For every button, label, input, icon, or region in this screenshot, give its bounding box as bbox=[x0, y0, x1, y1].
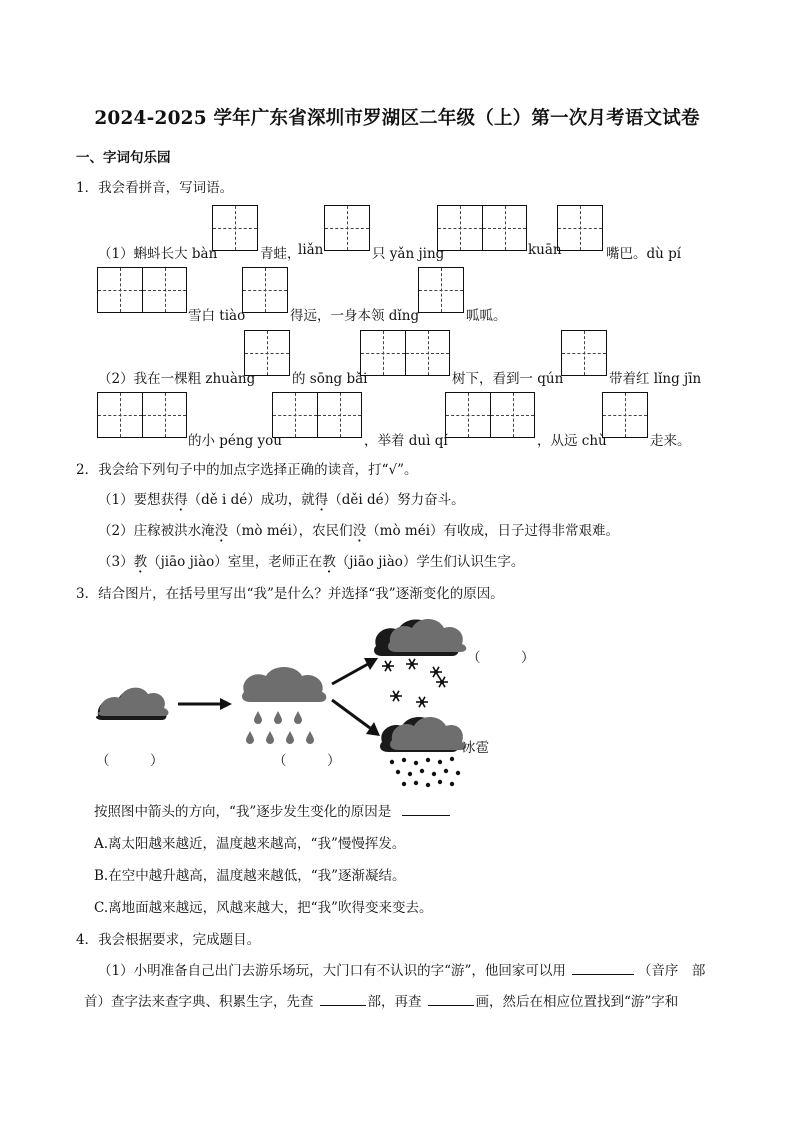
option-b[interactable]: B.在空中越升越高，温度越来越低，“我”逐渐凝结。 bbox=[94, 868, 406, 884]
snow-cloud-icon bbox=[374, 619, 466, 707]
rain-cloud-icon bbox=[242, 667, 326, 744]
dotted-char: 教 bbox=[133, 554, 148, 570]
answer-blank[interactable] bbox=[572, 962, 634, 975]
q1-l4-text-b: ，举着 duì qí bbox=[364, 433, 448, 449]
q1-l1-text-a: （1）蝌蚪长大 bàn bbox=[98, 246, 218, 262]
reading-options[interactable]: （mò méi），农民们 bbox=[228, 523, 353, 539]
q1-l1-text-c: liǎn bbox=[298, 242, 324, 258]
q1-l4-text-c: ，从远 chù bbox=[537, 433, 607, 449]
dotted-char: 得 bbox=[314, 492, 329, 508]
q1-l1-text-b: 青蛙， bbox=[260, 246, 301, 262]
q4-stem: 4．我会根据要求，完成题目。 bbox=[76, 932, 261, 948]
writing-grid[interactable] bbox=[244, 330, 290, 376]
text: 画，然后在相应位置找到“游”字和 bbox=[475, 994, 679, 1010]
reading-options[interactable]: （mò méi）有收成，日子过得非常艰难。 bbox=[366, 523, 620, 539]
q1-l2-text-c: 呱呱。 bbox=[466, 308, 507, 324]
option-c[interactable]: C.离地面越来越远，风越来越大，把“我”吹得变来变去。 bbox=[94, 900, 433, 916]
q2-stem: 2．我会给下列句子中的加点字选择正确的读音，打“√”。 bbox=[76, 462, 418, 478]
q1-l3-text-c: 树下，看到一 qún bbox=[452, 371, 564, 387]
writing-grid[interactable] bbox=[97, 267, 187, 313]
q1-l4-text-a: 的小 péng you bbox=[188, 433, 282, 449]
q2-sentence-3 bbox=[98, 550, 524, 570]
writing-grid[interactable] bbox=[602, 392, 648, 438]
answer-paren-rain[interactable]: （ ） bbox=[273, 753, 341, 769]
q3-question bbox=[94, 800, 450, 820]
q1-l1-text-e: kuān bbox=[528, 242, 562, 258]
writing-grid[interactable] bbox=[557, 205, 603, 251]
text: （1）要想获 bbox=[98, 492, 175, 508]
section-heading: 一、字词句乐园 bbox=[76, 150, 171, 166]
answer-blank[interactable] bbox=[320, 993, 366, 1006]
writing-grid[interactable] bbox=[324, 205, 370, 251]
writing-grid[interactable] bbox=[445, 392, 535, 438]
dotted-char: 得 bbox=[174, 492, 188, 508]
dotted-char: 没 bbox=[214, 523, 229, 539]
dotted-char: 教 bbox=[322, 554, 336, 570]
question-text: 按照图中箭头的方向，“我”逐步发生变化的原因是 bbox=[94, 804, 392, 820]
writing-grid[interactable] bbox=[212, 205, 258, 251]
q1-l1-text-f: 嘴巴。dù pí bbox=[606, 246, 682, 262]
q1-l2-text-b: 得远，一身本领 dǐng bbox=[290, 308, 420, 324]
answer-blank[interactable] bbox=[428, 993, 474, 1006]
reading-options[interactable]: （jiāo jiào）室里，老师正在 bbox=[147, 554, 323, 570]
dotted-char: 没 bbox=[352, 523, 367, 539]
q2-sentence-1 bbox=[98, 488, 465, 508]
q1-l2-text-a: 雪白 tiào bbox=[188, 308, 246, 324]
hail-label: 冰雹 bbox=[462, 740, 489, 756]
option-a[interactable]: A.离太阳越来越近，温度越来越高，“我”慢慢挥发。 bbox=[94, 836, 406, 852]
writing-grid[interactable] bbox=[561, 330, 607, 376]
hail-cloud-icon bbox=[380, 717, 466, 787]
answer-blank[interactable] bbox=[402, 803, 450, 816]
q1-stem: 1．我会看拼音，写词语。 bbox=[76, 180, 234, 196]
text: （3） bbox=[98, 554, 134, 570]
answer-paren-cloud[interactable]: （ ） bbox=[96, 753, 164, 769]
q4-line-1 bbox=[98, 959, 705, 979]
page-title: 2024-2025 学年广东省深圳市罗湖区二年级（上）第一次月考语文试卷 bbox=[94, 108, 700, 129]
cloud-icon bbox=[96, 688, 169, 720]
q1-l3-text-b: 的 sōng bǎi bbox=[292, 371, 368, 387]
q1-l4-text-d: 走来。 bbox=[650, 433, 691, 449]
q1-l1-text-d: 只 yǎn jing bbox=[372, 246, 445, 262]
q3-stem: 3．结合图片，在括号里写出“我”是什么？并选择“我”逐渐变化的原因。 bbox=[76, 586, 504, 602]
text: （2）庄稼被洪水淹 bbox=[98, 523, 215, 539]
reading-options[interactable]: （děi dé）努力奋斗。 bbox=[328, 492, 465, 508]
text: （音序 部 bbox=[637, 963, 706, 979]
text: （1）小明准备自己出门去游乐场玩，大门口有不认识的字“游”，他回家可以用 bbox=[98, 963, 566, 979]
writing-grid[interactable] bbox=[437, 205, 527, 251]
writing-grid[interactable] bbox=[360, 330, 450, 376]
arrow-up-right-icon bbox=[332, 658, 378, 684]
text: 部，再查 bbox=[367, 994, 422, 1010]
answer-paren-snow[interactable]: （ ） bbox=[467, 650, 535, 666]
q1-l3-text-a: （2）我在一棵粗 zhuàng bbox=[98, 371, 256, 387]
writing-grid[interactable] bbox=[272, 392, 362, 438]
reading-options[interactable]: （dě i dé）成功，就 bbox=[187, 492, 315, 508]
writing-grid[interactable] bbox=[242, 267, 288, 313]
arrow-down-right-icon bbox=[332, 700, 380, 736]
q4-line-2 bbox=[84, 990, 678, 1010]
writing-grid[interactable] bbox=[418, 267, 464, 313]
text: 首）查字法来查字典、积累生字，先查 bbox=[84, 994, 314, 1010]
q2-sentence-2 bbox=[98, 519, 619, 539]
writing-grid[interactable] bbox=[97, 392, 187, 438]
reading-options[interactable]: （jiāo jiào）学生们认识生字。 bbox=[335, 554, 525, 570]
arrow-right-icon bbox=[178, 698, 232, 710]
q1-l3-text-d: 带着红 lǐng jīn bbox=[609, 371, 702, 387]
